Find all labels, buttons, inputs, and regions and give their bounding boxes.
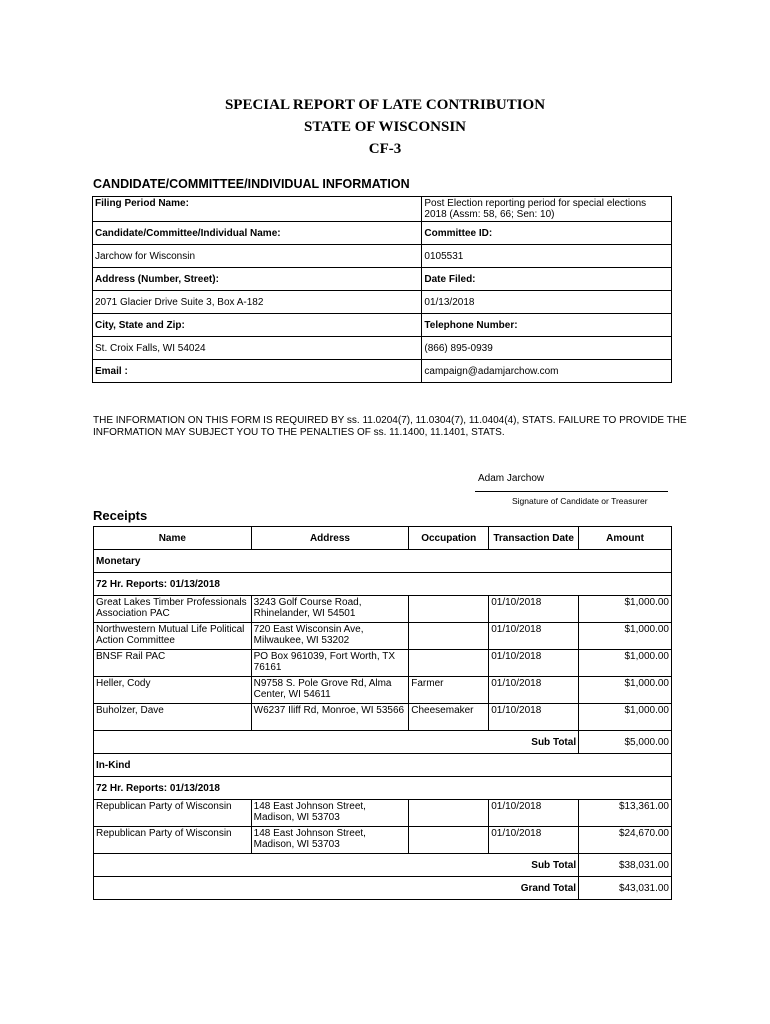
table-row: [94, 827, 672, 854]
inkind-report-label: 72 Hr. Reports: 01/13/2018: [94, 777, 672, 800]
cell-address: 720 East Wisconsin Ave, Milwaukee, WI 53202: [251, 623, 409, 650]
cell-name: Heller, Cody: [94, 677, 252, 704]
receipts-table: [93, 526, 672, 900]
date-filed-label: Date Filed:: [422, 268, 672, 291]
cell-date: 01/10/2018: [489, 827, 579, 854]
date-filed-value: 01/13/2018: [422, 291, 672, 314]
address-value: 2071 Glacier Drive Suite 3, Box A-182: [93, 291, 422, 314]
city-value: St. Croix Falls, WI 54024: [93, 337, 422, 360]
cell-amount: $1,000.00: [579, 677, 672, 704]
form-title: SPECIAL REPORT OF LATE CONTRIBUTION: [224, 97, 546, 113]
cell-occupation: [409, 596, 489, 623]
cell-address: 148 East Johnson Street, Madison, WI 53703: [251, 827, 409, 854]
signature-label: Signature of Candidate or Treasurer: [512, 496, 648, 506]
info-table: [92, 196, 672, 383]
email-value: campaign@adamjarchow.com: [422, 360, 672, 383]
cell-amount: $1,000.00: [579, 596, 672, 623]
legal-notice: THE INFORMATION ON THIS FORM IS REQUIRED BY ss. 11.0204(7), 11.0304(7), 11.0404(4), STATS. FAILURE TO PROVIDE THE INFORMATION MAY SUBJECT YOU TO THE PENALTIES OF ss. 11.1400, 11.1401, STATS.: [93, 415, 687, 438]
committee-id-value: 0105531: [422, 245, 672, 268]
cell-amount: $1,000.00: [579, 704, 672, 731]
cell-name: Great Lakes Timber Professionals Association PAC: [94, 596, 252, 623]
cell-name: Republican Party of Wisconsin: [94, 800, 252, 827]
receipts-heading: Receipts: [93, 508, 148, 523]
monetary-subtotal-label: Sub Total: [94, 731, 579, 754]
table-row: [94, 650, 672, 677]
info-heading: CANDIDATE/COMMITTEE/INDIVIDUAL INFORMATION: [93, 177, 410, 191]
cell-address: W6237 Iliff Rd, Monroe, WI 53566: [251, 704, 409, 731]
cell-amount: $24,670.00: [579, 827, 672, 854]
table-row: [94, 596, 672, 623]
cell-date: 01/10/2018: [489, 677, 579, 704]
address-label: Address (Number, Street):: [93, 268, 422, 291]
signature-name: Adam Jarchow: [478, 473, 545, 484]
form-code: CF-3: [368, 141, 402, 157]
col-header-name: Name: [94, 527, 252, 550]
committee-id-label: Committee ID:: [422, 222, 672, 245]
table-row: [94, 800, 672, 827]
cell-amount: $1,000.00: [579, 623, 672, 650]
inkind-subtotal-label: Sub Total: [94, 854, 579, 877]
form-state: STATE OF WISCONSIN: [304, 119, 466, 135]
cell-date: 01/10/2018: [489, 800, 579, 827]
cell-name: Buholzer, Dave: [94, 704, 252, 731]
grand-total-value: $43,031.00: [579, 877, 672, 900]
inkind-subtotal-value: $38,031.00: [579, 854, 672, 877]
monetary-subtotal-value: $5,000.00: [579, 731, 672, 754]
table-row: [94, 623, 672, 650]
cell-occupation: [409, 650, 489, 677]
name-value: Jarchow for Wisconsin: [93, 245, 422, 268]
cell-name: BNSF Rail PAC: [94, 650, 252, 677]
cell-address: 148 East Johnson Street, Madison, WI 53703: [251, 800, 409, 827]
monetary-label: Monetary: [94, 550, 672, 573]
cell-amount: $13,361.00: [579, 800, 672, 827]
signature-line: [475, 491, 668, 492]
table-row: [94, 704, 672, 731]
inkind-label: In-Kind: [94, 754, 672, 777]
city-label: City, State and Zip:: [93, 314, 422, 337]
cell-amount: $1,000.00: [579, 650, 672, 677]
cell-date: 01/10/2018: [489, 596, 579, 623]
cell-occupation: [409, 623, 489, 650]
cell-address: N9758 S. Pole Grove Rd, Alma Center, WI 54611: [251, 677, 409, 704]
cell-occupation: Cheesemaker: [409, 704, 489, 731]
cell-address: PO Box 961039, Fort Worth, TX 76161: [251, 650, 409, 677]
filing-period-label: Filing Period Name:: [93, 197, 422, 222]
email-label: Email :: [93, 360, 422, 383]
phone-value: (866) 895-0939: [422, 337, 672, 360]
col-header-amount: Amount: [579, 527, 672, 550]
monetary-report-label: 72 Hr. Reports: 01/13/2018: [94, 573, 672, 596]
filing-period-value: Post Election reporting period for special elections 2018 (Assm: 58, 66; Sen: 10): [422, 197, 672, 222]
cell-date: 01/10/2018: [489, 623, 579, 650]
name-label: Candidate/Committee/Individual Name:: [93, 222, 422, 245]
cell-occupation: [409, 800, 489, 827]
cell-name: Northwestern Mutual Life Political Action Committee: [94, 623, 252, 650]
cell-date: 01/10/2018: [489, 650, 579, 677]
table-row: [94, 677, 672, 704]
grand-total-label: Grand Total: [94, 877, 579, 900]
col-header-date: Transaction Date: [489, 527, 579, 550]
cell-address: 3243 Golf Course Road, Rhinelander, WI 54501: [251, 596, 409, 623]
cell-date: 01/10/2018: [489, 704, 579, 731]
cell-occupation: Farmer: [409, 677, 489, 704]
phone-label: Telephone Number:: [422, 314, 672, 337]
col-header-address: Address: [251, 527, 409, 550]
col-header-occupation: Occupation: [409, 527, 489, 550]
cell-name: Republican Party of Wisconsin: [94, 827, 252, 854]
cell-occupation: [409, 827, 489, 854]
